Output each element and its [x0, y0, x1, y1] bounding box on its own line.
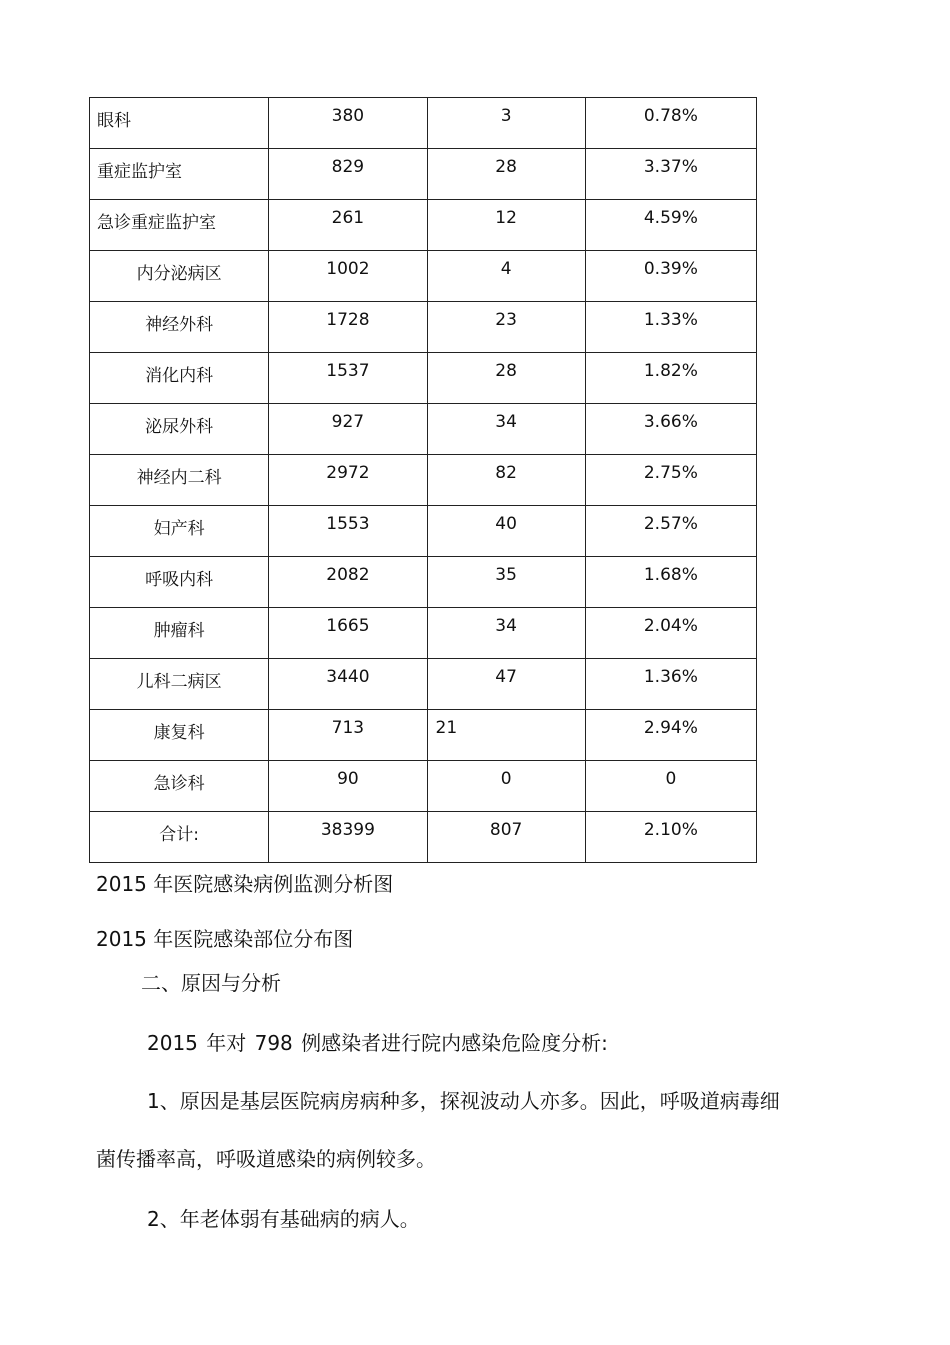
cell-infections-text: 12 — [495, 208, 517, 228]
cell-count — [269, 98, 427, 149]
cell-count-text: 1728 — [326, 310, 370, 330]
cell-department — [90, 506, 269, 557]
cell-count-text: 3440 — [326, 667, 370, 687]
cell-department — [90, 404, 269, 455]
cell-department — [90, 98, 269, 149]
cell-count — [269, 659, 427, 710]
cell-infections — [427, 659, 585, 710]
cell-count-text: 380 — [331, 106, 365, 126]
cell-rate-text: 2.10% — [643, 820, 698, 840]
cell-department — [90, 659, 269, 710]
cell-infections — [427, 149, 585, 200]
cell-department — [90, 302, 269, 353]
cell-rate-text: 1.33% — [643, 310, 698, 330]
cell-infections-text: 28 — [495, 361, 517, 381]
cell-infections-text: 34 — [495, 412, 517, 432]
table-row — [90, 710, 757, 761]
cell-count — [269, 455, 427, 506]
cell-infections-text: 23 — [495, 310, 517, 330]
cell-department — [90, 608, 269, 659]
cell-rate — [585, 659, 756, 710]
cell-rate — [585, 98, 756, 149]
cell-department-text: 妇产科 — [153, 519, 205, 539]
cell-department — [90, 149, 269, 200]
table-row — [90, 353, 757, 404]
cell-rate-text: 1.36% — [643, 667, 698, 687]
cell-rate — [585, 710, 756, 761]
cell-infections-text: 4 — [500, 259, 512, 279]
cell-infections-text: 35 — [495, 565, 517, 585]
cell-rate — [585, 251, 756, 302]
cell-infections — [427, 710, 585, 761]
table-row — [90, 251, 757, 302]
cell-department-text: 康复科 — [153, 723, 205, 743]
cell-department-text: 儿科二病区 — [136, 672, 222, 692]
cell-department-text: 肿瘤科 — [153, 621, 205, 641]
cell-department — [90, 455, 269, 506]
cell-department-text: 合计: — [159, 825, 199, 845]
cell-infections-text: 807 — [489, 820, 523, 840]
cell-department-text: 神经外科 — [145, 315, 214, 335]
cell-count — [269, 251, 427, 302]
cell-rate-text: 0 — [665, 769, 677, 789]
cell-count — [269, 710, 427, 761]
cell-department-text: 重症监护室 — [97, 162, 182, 182]
cell-department — [90, 557, 269, 608]
cell-department-text: 神经内二科 — [136, 468, 222, 488]
cell-department — [90, 812, 269, 863]
cell-count-text: 1553 — [326, 514, 370, 534]
table-row — [90, 404, 757, 455]
cell-department-text: 呼吸内科 — [145, 570, 214, 590]
cell-rate — [585, 506, 756, 557]
table-row — [90, 812, 757, 863]
cell-rate-text: 2.94% — [643, 718, 698, 738]
table-row — [90, 506, 757, 557]
cell-count — [269, 302, 427, 353]
cell-department-text: 内分泌病区 — [136, 264, 222, 284]
cell-infections — [427, 455, 585, 506]
cell-infections — [427, 404, 585, 455]
cell-count — [269, 608, 427, 659]
cell-rate — [585, 557, 756, 608]
cell-count — [269, 353, 427, 404]
cell-rate-text: 0.78% — [643, 106, 698, 126]
cell-department-text: 泌尿外科 — [145, 417, 214, 437]
cell-count — [269, 761, 427, 812]
cell-count — [269, 506, 427, 557]
table-row — [90, 149, 757, 200]
cell-count — [269, 557, 427, 608]
cell-rate — [585, 761, 756, 812]
cell-infections-text: 28 — [495, 157, 517, 177]
cell-count-text: 1665 — [326, 616, 370, 636]
cell-rate — [585, 455, 756, 506]
cell-rate — [585, 608, 756, 659]
cell-department — [90, 710, 269, 761]
cell-count — [269, 812, 427, 863]
section-heading: 二、原因与分析 — [141, 971, 281, 995]
reason-1-line-2: 菌传播率高，呼吸道感染的病例较多。 — [96, 1147, 436, 1171]
cell-count-text: 90 — [337, 769, 359, 789]
cell-department — [90, 251, 269, 302]
cell-rate-text: 0.39% — [643, 259, 698, 279]
cell-count — [269, 404, 427, 455]
cell-infections-text: 21 — [435, 718, 458, 738]
cell-count-text: 2082 — [326, 565, 370, 585]
cell-rate — [585, 812, 756, 863]
cell-count-text: 713 — [331, 718, 365, 738]
cell-rate — [585, 404, 756, 455]
table-row — [90, 761, 757, 812]
infection-stats-table — [89, 97, 757, 863]
cell-rate-text: 2.75% — [643, 463, 698, 483]
cell-infections — [427, 761, 585, 812]
cell-infections-text: 34 — [495, 616, 517, 636]
cell-count-text: 1002 — [326, 259, 370, 279]
cell-department — [90, 761, 269, 812]
cell-infections — [427, 608, 585, 659]
cell-rate-text: 2.57% — [643, 514, 698, 534]
cell-count-text: 927 — [331, 412, 365, 432]
cell-infections — [427, 302, 585, 353]
cell-rate-text: 1.68% — [643, 565, 698, 585]
table-row — [90, 455, 757, 506]
cell-rate — [585, 302, 756, 353]
cell-rate-text: 3.66% — [643, 412, 698, 432]
cell-rate-text: 4.59% — [643, 208, 698, 228]
reason-2: 2、年老体弱有基础病的病人。 — [147, 1207, 420, 1231]
cell-infections-text: 40 — [495, 514, 517, 534]
cell-infections — [427, 98, 585, 149]
cell-rate-text: 2.04% — [643, 616, 698, 636]
table-row — [90, 557, 757, 608]
cell-count-text: 1537 — [326, 361, 370, 381]
cell-department-text: 急诊重症监护室 — [97, 213, 216, 233]
cell-infections — [427, 200, 585, 251]
cell-infections — [427, 557, 585, 608]
cell-rate — [585, 149, 756, 200]
table-row — [90, 302, 757, 353]
cell-infections-text: 47 — [495, 667, 517, 687]
cell-department-text: 眼科 — [97, 111, 131, 131]
table-row — [90, 200, 757, 251]
cell-count-text: 38399 — [320, 820, 375, 840]
cell-rate-text: 3.37% — [643, 157, 698, 177]
table-row — [90, 98, 757, 149]
cell-count — [269, 149, 427, 200]
cell-count-text: 829 — [331, 157, 365, 177]
cell-infections — [427, 353, 585, 404]
chart-title-monitoring: 2015 年医院感染病例监测分析图 — [96, 872, 394, 896]
cell-rate — [585, 353, 756, 404]
reason-1-line-1: 1、原因是基层医院病房病种多，探视波动人亦多。因此，呼吸道病毒细 — [147, 1089, 780, 1113]
cell-infections-text: 82 — [495, 463, 517, 483]
cell-rate-text: 1.82% — [643, 361, 698, 381]
cell-department-text: 急诊科 — [153, 774, 205, 794]
cell-department — [90, 200, 269, 251]
table-row — [90, 608, 757, 659]
cell-count-text: 2972 — [326, 463, 370, 483]
cell-count-text: 261 — [331, 208, 365, 228]
cell-infections — [427, 812, 585, 863]
table-row — [90, 659, 757, 710]
cell-department — [90, 353, 269, 404]
cell-department-text: 消化内科 — [145, 366, 214, 386]
cell-infections — [427, 251, 585, 302]
cell-count — [269, 200, 427, 251]
cell-infections-text: 0 — [500, 769, 512, 789]
cell-rate — [585, 200, 756, 251]
cell-infections — [427, 506, 585, 557]
intro-paragraph: 2015 年对 798 例感染者进行院内感染危险度分析: — [147, 1031, 608, 1055]
cell-infections-text: 3 — [500, 106, 512, 126]
chart-title-site-distribution: 2015 年医院感染部位分布图 — [96, 927, 354, 951]
table-body — [90, 98, 757, 863]
